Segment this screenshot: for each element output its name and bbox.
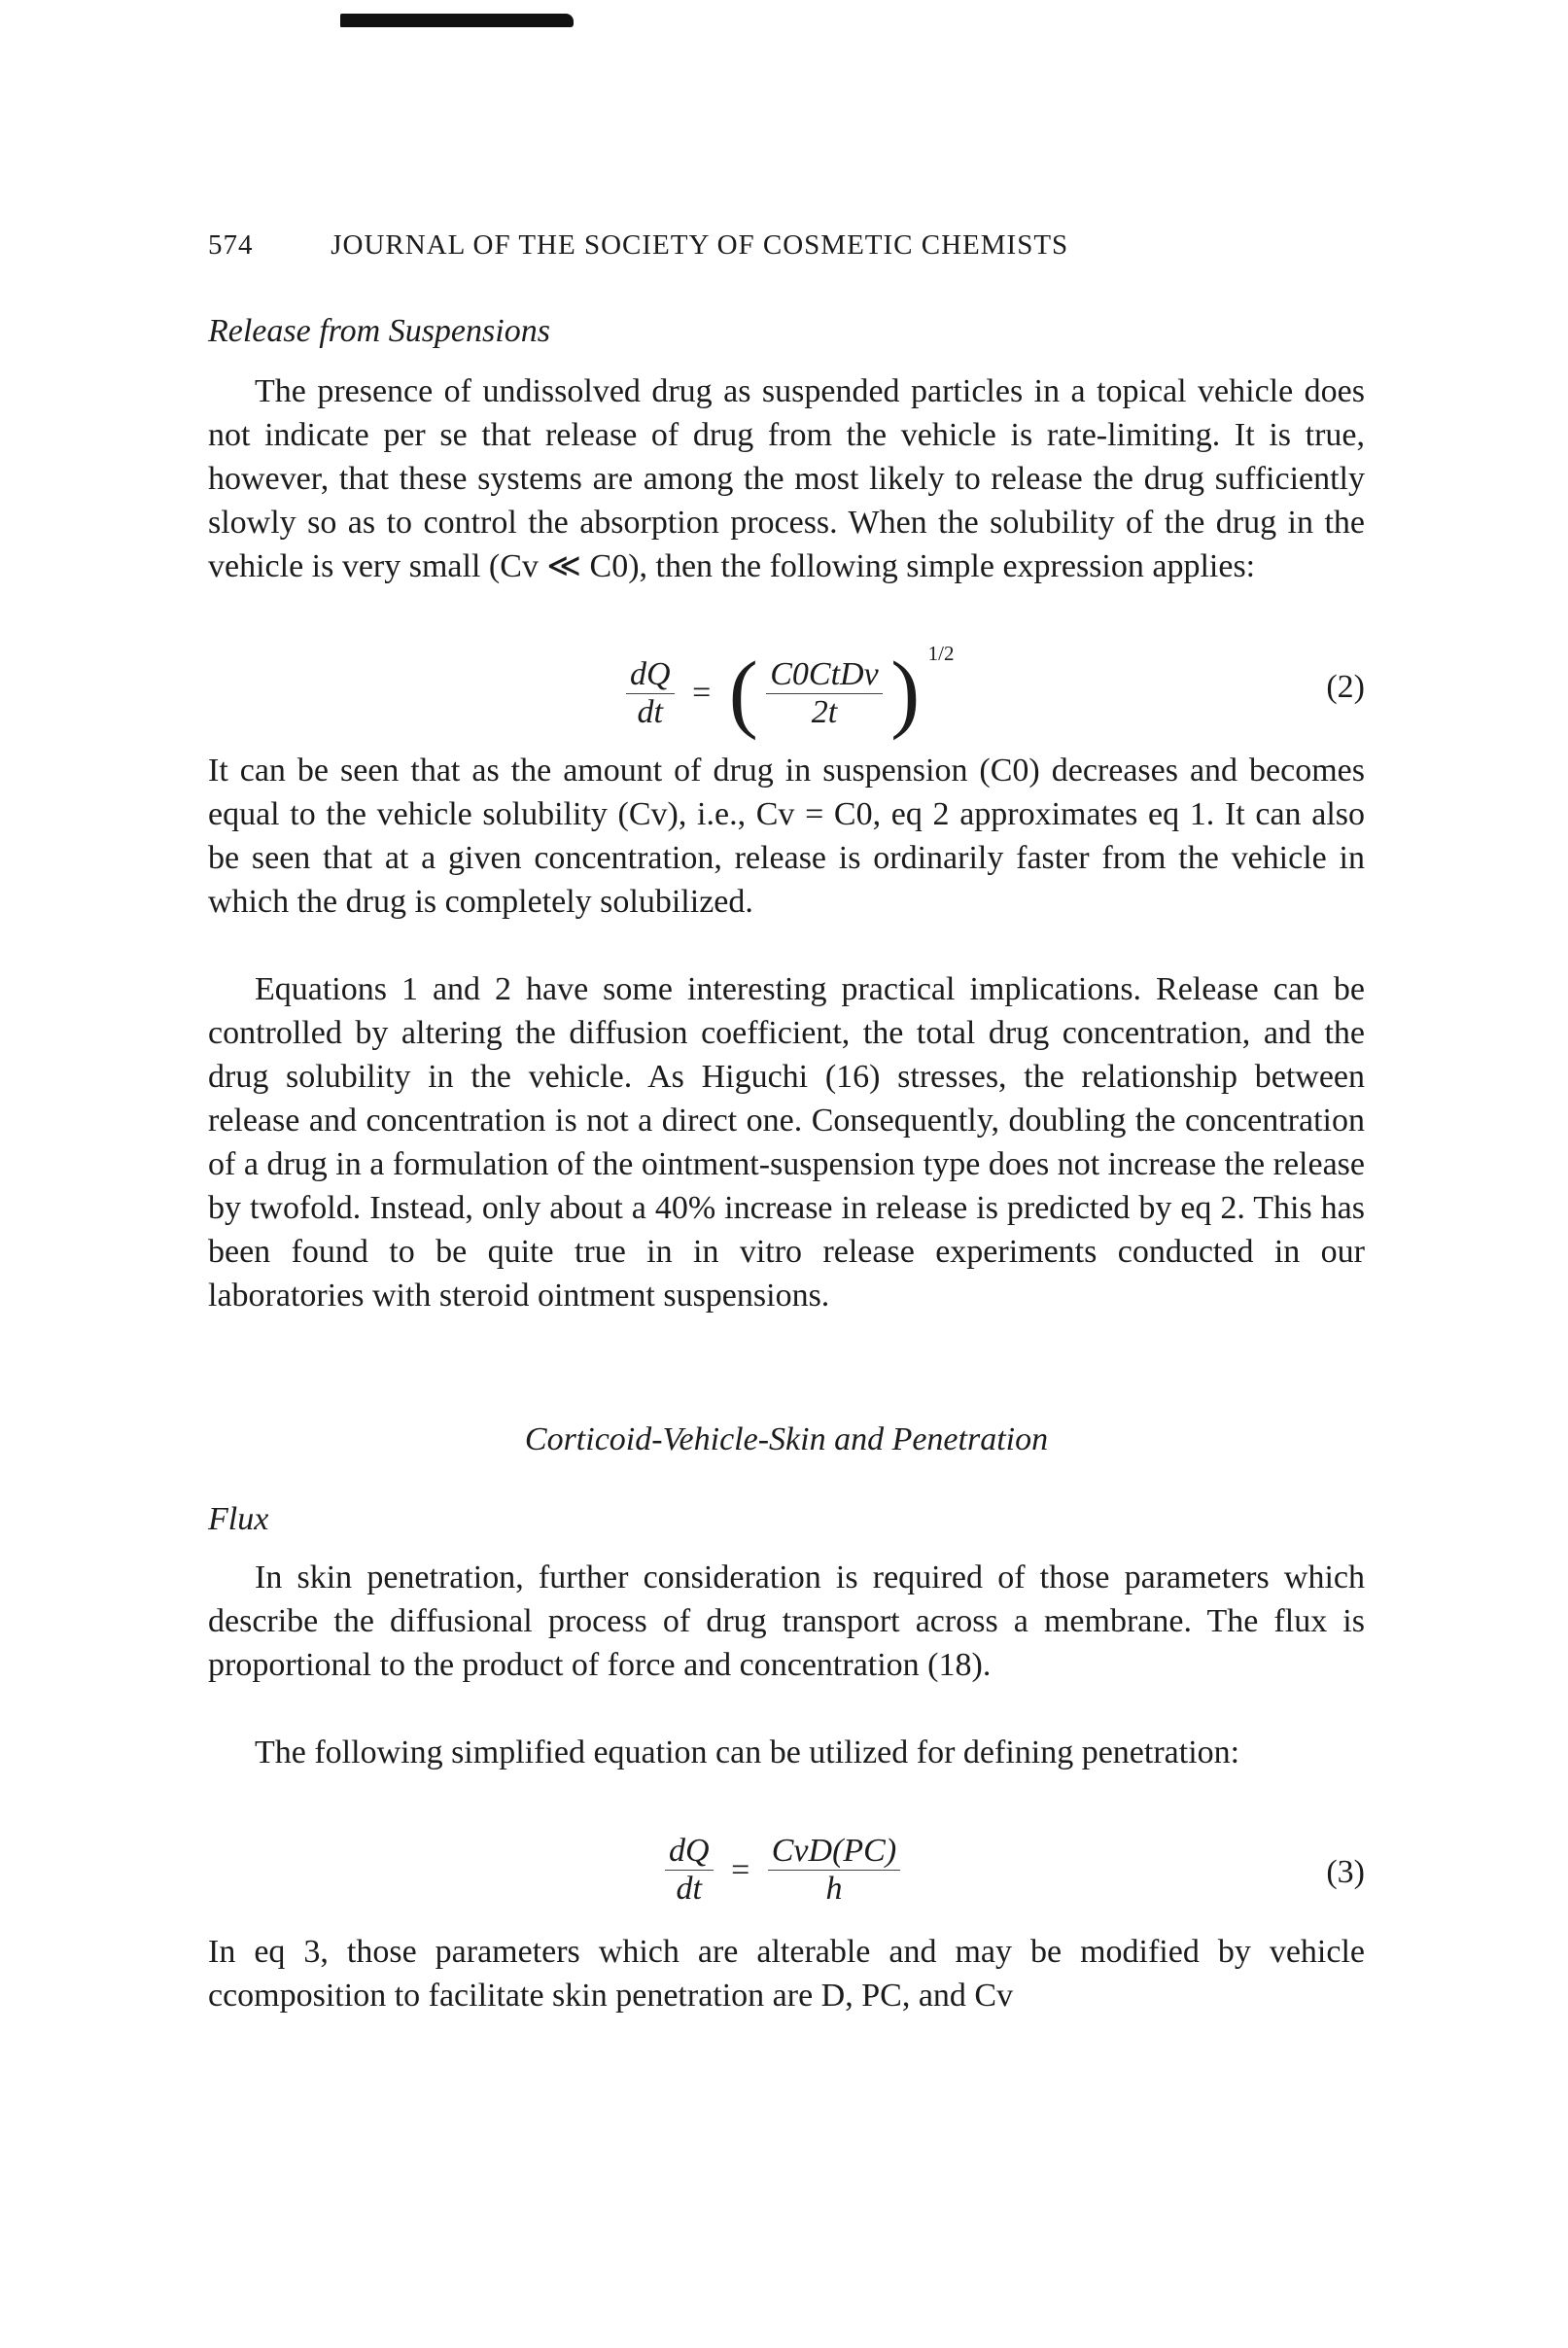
paragraph-flux-3 bbox=[208, 1930, 1365, 2017]
equation-3: $\frac{dQ}{dt}$ = $\frac{\text{CvD(PC)}}{h}$ (3) bbox=[208, 1833, 1365, 1930]
eq3-rhs: $\frac{\text{CvD(PC)}}{h}$ bbox=[768, 1833, 900, 1908]
section-title-corticoid: Corticoid-Vehicle-Skin and Penetration bbox=[524, 1421, 1049, 1457]
equation-2: $\frac{dQ}{dt}$ = ( $\frac{\text{C0CtDv}}{2t}$ ) $^{1/2}$ (2) bbox=[208, 642, 1365, 749]
paragraph-release-1 bbox=[208, 369, 1365, 588]
page-header bbox=[208, 229, 1365, 262]
paragraph-text: The presence of undissolved drug as suspended particles in a topical vehicle does not indicate per se that release of drug from the vehicle is rate-limiting. It is true, however, that these systems are among the most likely to release the drug sufficiently slowly so as to control the absorption process. When the solubility of the drug in the vehicle is very small (Cv ≪ C0), then the following simple expression applies: bbox=[208, 373, 1365, 584]
paragraph-text: It can be seen that as the amount of drug in suspension (C0) decreases and becomes equal to the vehicle solubility (Cv), i.e., Cv = C0, eq 2 approximates eq 1. It can also be seen that at a given concentration, release is ordinarily faster from the vehicle in which the drug is completely solubilized. bbox=[208, 753, 1365, 920]
section-heading-release: Release from Suspensions bbox=[208, 313, 550, 349]
journal-title: JOURNAL OF THE SOCIETY OF COSMETIC CHEMISTS bbox=[331, 229, 1069, 261]
eq3-lhs: $\frac{dQ}{dt}$ bbox=[665, 1833, 714, 1908]
scan-artifact-bar bbox=[340, 14, 574, 27]
subheading-flux: Flux bbox=[208, 1501, 269, 1537]
page-number: 574 bbox=[208, 229, 254, 261]
paragraph-flux-2 bbox=[208, 1731, 1365, 1774]
paragraph-text: Equations 1 and 2 have some interesting practical implications. Release can be controlled by altering the diffusion coefficient, the total drug concentration, and the drug solubility in the vehicle. As Higuchi (16) stresses, the relationship between release and concentration is not a direct one. Consequently, doubling the concentration of a drug in a formulation of the ointment-suspension type does not increase the release by twofold. Instead, only about a 40% increase in release is predicted by eq 2. This has been found to be quite true in in vitro release experiments conducted in our laboratories with steroid ointment suspensions. bbox=[208, 971, 1365, 1314]
paragraph-text: The following simplified equation can be utilized for defining penetration: bbox=[255, 1735, 1240, 1770]
eq3-number: (3) bbox=[1326, 1854, 1365, 1890]
eq2-number: (2) bbox=[1326, 669, 1365, 705]
paragraph-text: In skin penetration, further consideration is required of those parameters which describe the diffusional process of drug transport across a membrane. The flux is proportional to the product of force and concentration (18). bbox=[208, 1559, 1365, 1683]
eq2-lhs: $\frac{dQ}{dt}$ bbox=[626, 656, 675, 731]
eq2-rhs: $\frac{\text{C0CtDv}}{2t}$ bbox=[766, 656, 882, 731]
eq2-exponent: 1/2 bbox=[927, 642, 955, 665]
paragraph-flux-1 bbox=[208, 1556, 1365, 1687]
paragraph-text: In eq 3, those parameters which are alterable and may be modified by vehicle ccomposition to facilitate skin penetration are D, PC, and Cv bbox=[208, 1934, 1365, 2014]
paragraph-release-2 bbox=[208, 749, 1365, 924]
paragraph-release-3 bbox=[208, 967, 1365, 1317]
